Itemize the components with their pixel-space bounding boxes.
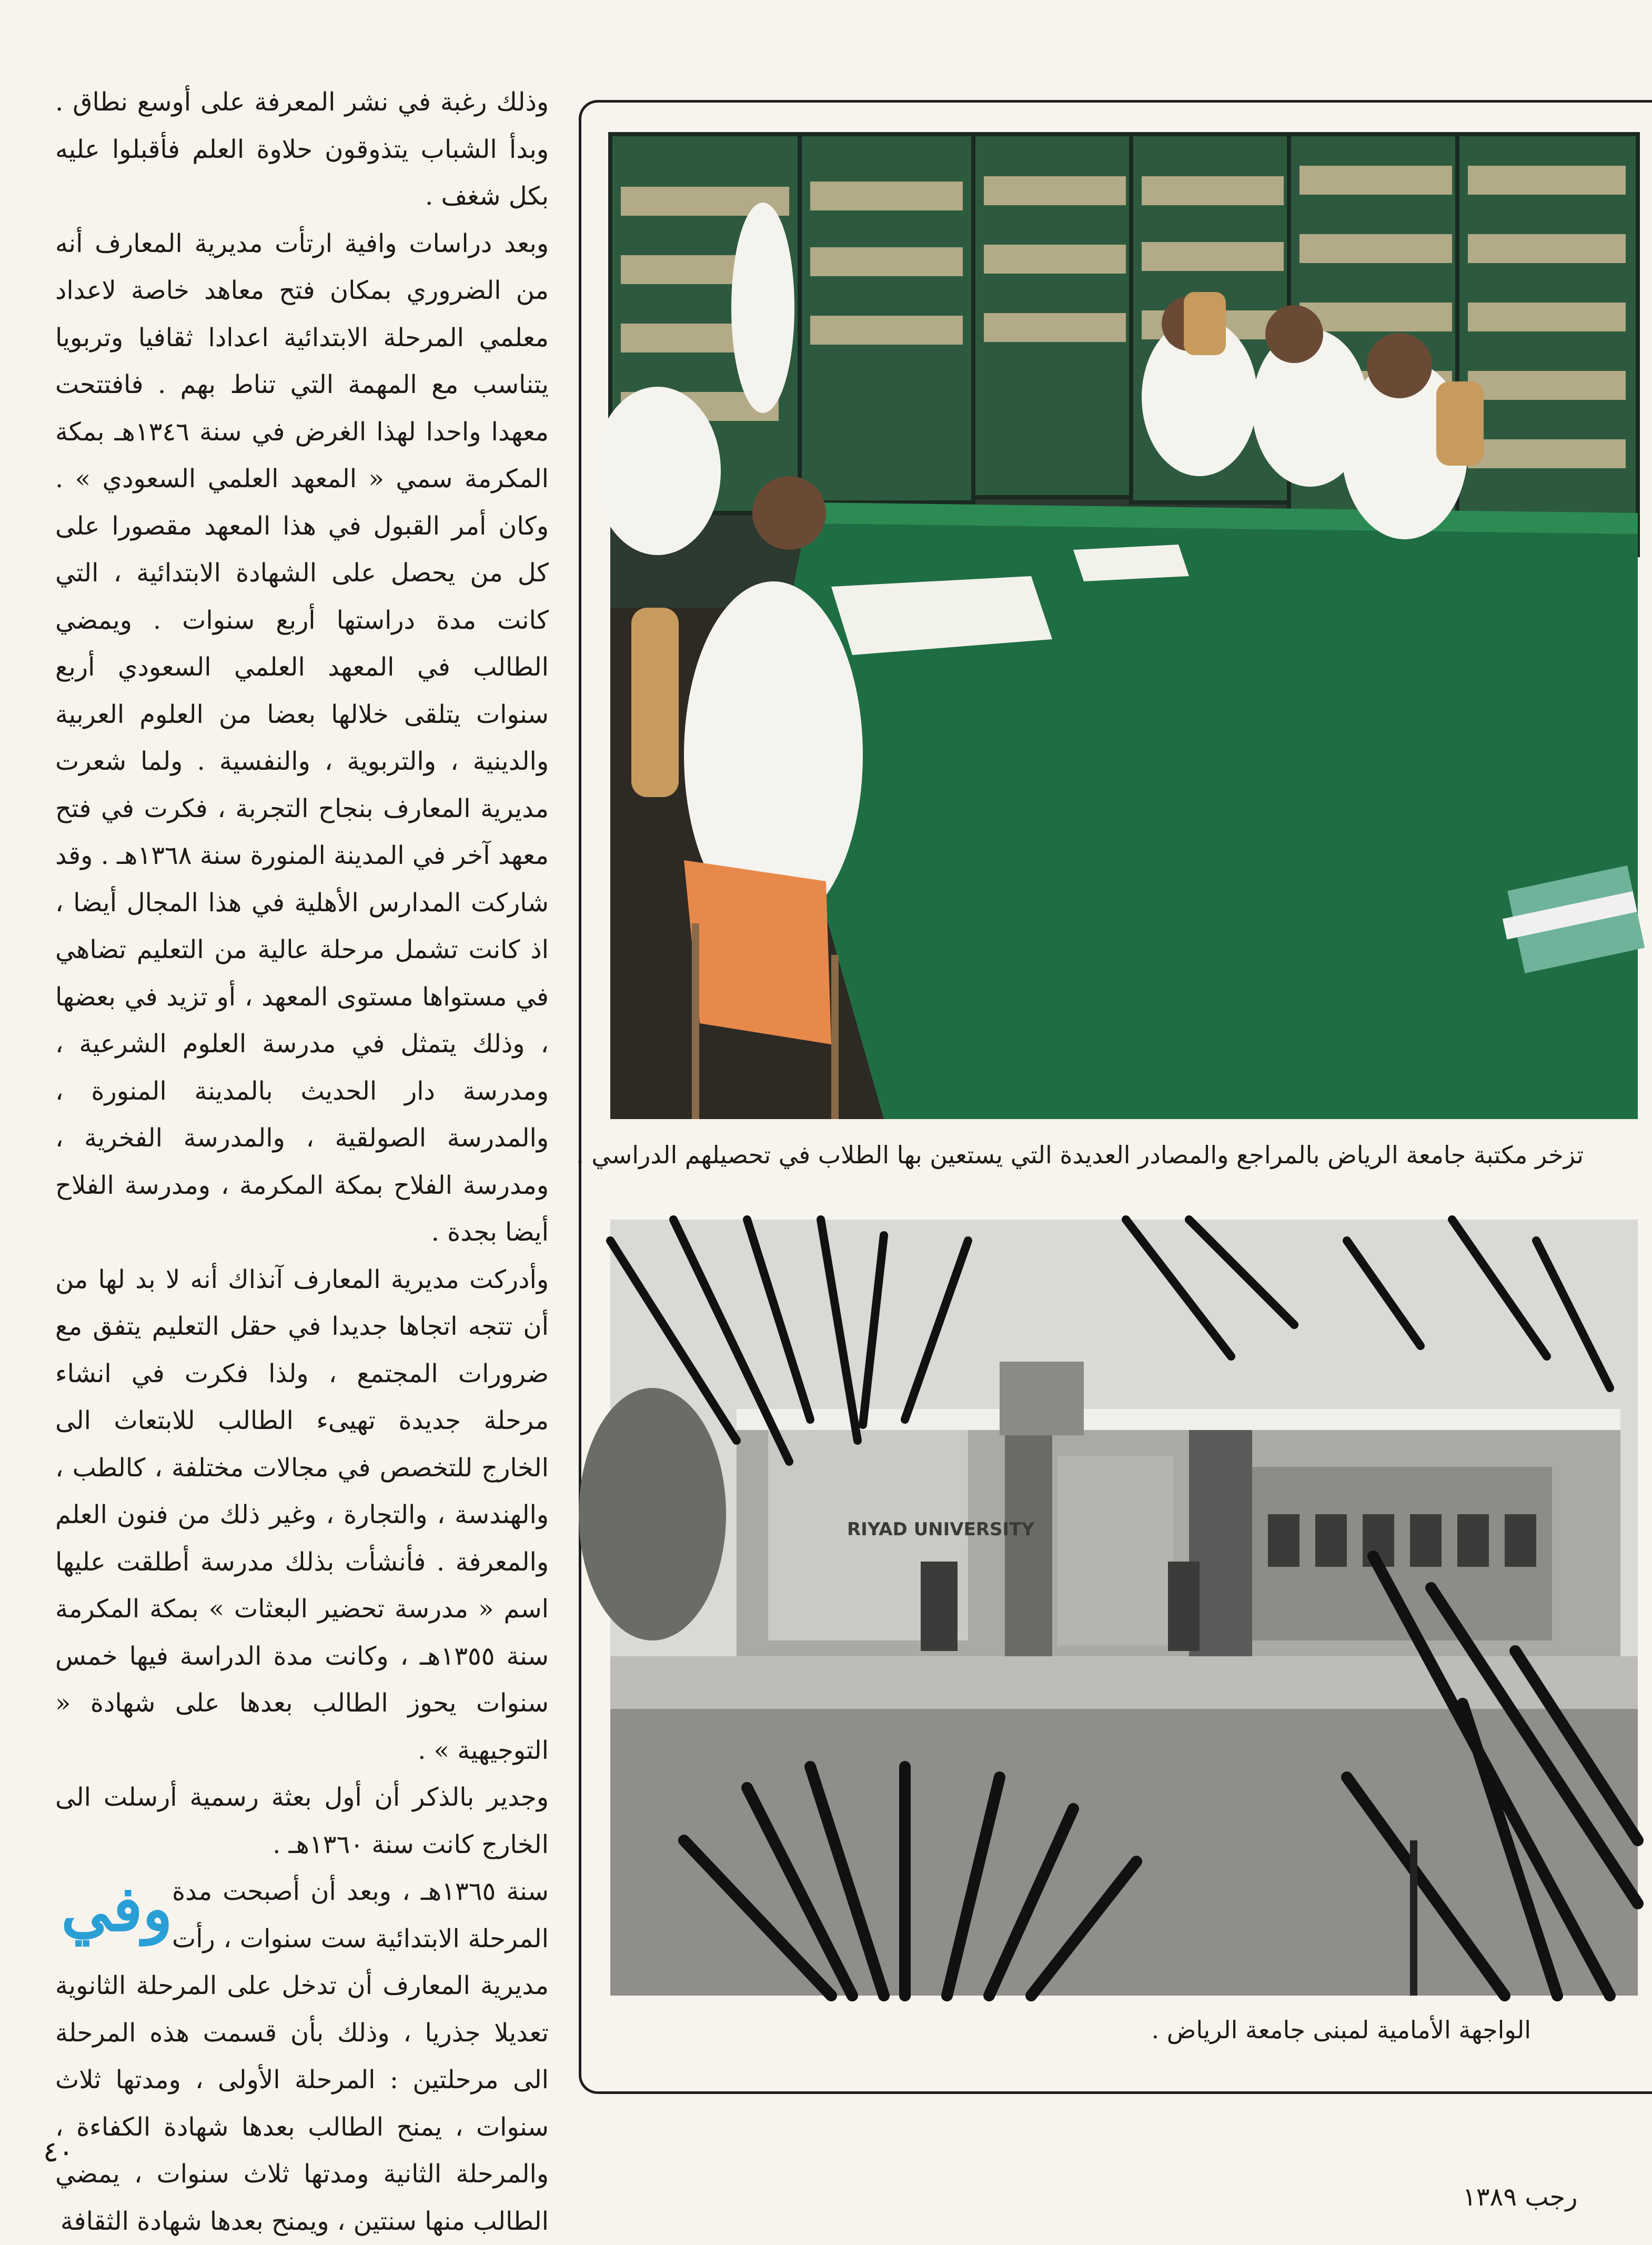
article-paragraph-2: وبعد دراسات وافية ارتأت مديرية المعارف أنه من الضروري بمكان فتح معاهد خاصة لاعداد معلمي المرحلة الابتدائية اعدادا ثقافيا وتربويا يتناسب مع المهمة التي تناط بهم . فافتتحت معهدا واحدا لهذا الغرض في سنة ١٣٤٦هـ بمكة المكرمة سمي « المعهد العلمي السعودي » . وكان أمر القبول في هذا المعهد مقصورا على كل من يحصل على الشهادة الابتدائية ، التي كانت مدة دراستها أربع سنوات . ويمضي الطالب في المعهد العلمي السعودي أربع سنوات يتلقى خلالها بعضا من العلوم العربية والدينية ، والتربوية ، والنفسية . ولما شعرت مديرية المعارف بنجاح التجربة ، فكرت في فتح معهد آخر في المدينة المنورة سنة ١٣٦٨هـ . وقد شاركت المدارس الأهلية في هذا المجال أيضا ، اذ كانت تشمل مرحلة عالية من التعليم تضاهي في مستواها مستوى المعهد ، أو تزيد في بعضها ، وذلك يتمثل في مدرسة العلوم الشرعية ، ومدرسة دار الحديث بالمدينة المنورة ، والمدرسة الصولقية ، والمدرسة الفخرية ، ومدرسة الفلاح بمكة المكرمة ، ومدرسة الفلاح أيضا بجدة .: [55, 228, 549, 1247]
article-paragraph-5: سنة ١٣٦٥هـ ، وبعد أن أصبحت مدة المرحلة الابتدائية ست سنوات ، رأت مديرية المعارف أن تدخل على المرحلة الثانوية تعديلا جذريا ، وذلك بأن قسمت هذه المرحلة الى مرحلتين : المرحلة الأولى ، ومدتها ثلاث سنوات ، يمنح الطالب بعدها شهادة الكفاءة ، والمرحلة الثانية ومدتها ثلاث سنوات ، يمضي الطالب منها سنتين ، ويمنح بعدها شهادة الثقافة: [55, 1877, 549, 2236]
article-paragraph-3: وأدركت مديرية المعارف آنذاك أنه لا بد لها من أن تتجه اتجاها جديدا في حقل التعليم يتفق مع ضرورات المجتمع ، ولذا فكرت في انشاء مرحلة جديدة تهيىء الطالب للابتعاث الى الخارج للتخصص في مجالات مختلفة ، كالطب ، والهندسة ، والتجارة ، وغير ذلك من فنون العلم والمعرفة . فأنشأت بذلك مدرسة أطلقت عليها اسم « مدرسة تحضير البعثات » بمكة المكرمة سنة ١٣٥٥هـ ، وكانت مدة الدراسة فيها خمس سنوات يحوز الطالب بعدها على شهادة « التوجيهية » .: [55, 1264, 549, 1765]
dropcap-heading: [62, 1871, 172, 1950]
page-number: ٤٠: [43, 2135, 74, 2168]
university-building-photo: [610, 1220, 1638, 1996]
article-section-with-dropcap: [55, 1868, 549, 2245]
dropcap-calligraphy-icon: [62, 1871, 172, 1950]
dropcap-text: وفي: [61, 1872, 173, 1945]
building-photo-caption: الواجهة الأمامية لمبنى جامعة الرياض .: [1151, 2016, 1531, 2044]
building-sign-text: RIYAD UNIVERSITY: [847, 1519, 1034, 1540]
library-photo-caption: تزخر مكتبة جامعة الرياض بالمراجع والمصادر العديدة التي يستعين بها الطلاب في تحصيلهم الدراسي .: [576, 1141, 1584, 1169]
article-paragraph-4: وجدير بالذكر أن أول بعثة رسمية أرسلت الى الخارج كانت سنة ١٣٦٠هـ .: [55, 1783, 549, 1859]
library-reading-room-photo: [610, 134, 1638, 1119]
article-paragraph-1: وذلك رغبة في نشر المعرفة على أوسع نطاق . وبدأ الشباب يتذوقون حلاوة العلم فأقبلوا عليه بكل شغف .: [55, 87, 549, 211]
issue-date: رجب ١٣٨٩: [1463, 2182, 1578, 2212]
